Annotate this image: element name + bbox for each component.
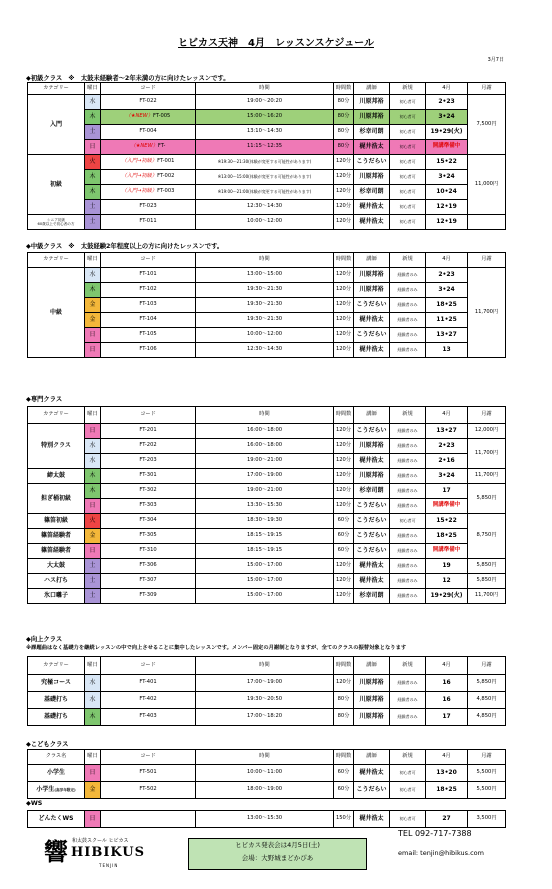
table-row: 氷口囃子 土 FT-309 15:00～17:00 120分 杉幸司朗 経験者のみ 19•29(火) 11,700円 [28, 589, 506, 604]
table-row: 究極コース 水 FT-401 17:00～19:00 120分 川原邦裕 経験者のみ 16 5,850円 [28, 675, 506, 692]
logo-subtitle: 和太鼓スクール ヒビカス [72, 838, 129, 844]
phone-number: TEL 092-717-7388 [398, 829, 472, 838]
table-row: 木 FT-102 19:30～21:30 120分 川原邦裕 経験者のみ 3•24 [28, 283, 506, 298]
table-row: 小学生 日 FT-501 10:00～11:00 60分 梶井浩太 初心者可 13•20 5,500円 [28, 765, 506, 782]
issue-date: 3月7日 [487, 57, 504, 63]
table-row: 担ぎ桶初級 木 FT-302 19:00～21:00 120分 杉幸司朗 経験者のみ 17 5,850円 [28, 484, 506, 499]
ws-table [27, 810, 506, 828]
improve-note: ※課題曲はなく基礎力を継続レッスンの中で向上させることに集中したレッスンです。メンバー固定の月謝制となりますが、全てのクラスの振替対象となります [26, 645, 407, 651]
table-row: 土 FT-004 13:10～14:30 80分 杉幸司朗 初心者可 19•29(火) [28, 125, 506, 140]
table-row: 日 FT-106 12:30～14:30 120分 梶井浩太 経験者のみ 13 [28, 343, 506, 358]
table-row: 特別クラス 日 FT-201 16:00～18:00 120分 こうだらい 経験者のみ 13•27 12,000円 [28, 424, 506, 439]
table-row: 篠笛経験者 日 FT-310 18:15～19:15 60分 こうだらい 経験者のみ 開講準備中 [28, 544, 506, 559]
table-row: 基礎打ち 木 FT-403 17:00～18:20 80分 川原邦裕 経験者のみ 17 4,850円 [28, 709, 506, 726]
table-row: 水 FT-202 16:00～18:00 120分 川原邦裕 経験者のみ 2•23 11,700円 [28, 439, 506, 454]
table-row: 土 FT-023 12:30～14:30 120分 梶井浩太 初心者可 12•19 [28, 200, 506, 215]
table-header: カテゴリー 曜日 コード 時間 時間数 講師 新規 4月 月謝 [28, 253, 506, 268]
special-heading: ◆専門クラス [26, 396, 63, 403]
kids-table [27, 749, 506, 799]
table-row: 基礎打ち 水 FT-402 19:30～20:50 80分 川原邦裕 経験者のみ 16 4,850円 [28, 692, 506, 709]
table-header: クラス名 曜日 コード 時間 時間数 講師 新規 4月 月謝 [28, 750, 506, 765]
table-row: 金 FT-103 19:30～21:30 120分 こうだらい 経験者のみ 18•25 [28, 298, 506, 313]
email-address: email: tenjin@hibikus.com [398, 849, 484, 857]
logo-wordmark: HIBIKUS [71, 845, 145, 860]
table-row: ハス打ち 土 FT-307 15:00～17:00 120分 梶井浩太 経験者のみ 12 5,850円 [28, 574, 506, 589]
special-table [27, 406, 506, 604]
table-row: 木 （入門→初級）FT-002 ※13:00～15:00(体験が変更する可能性があります) 120分 川原邦裕 初心者可 3•24 [28, 170, 506, 185]
ws-heading: ◆WS [26, 800, 43, 807]
table-row: 日 FT-303 13:30～15:30 120分 こうだらい 経験者のみ 開講準備中 [28, 499, 506, 514]
improve-heading: ◆向上クラス [26, 636, 63, 643]
recital-notice: ヒビカス発表会は4月5日(土) 会場：大野城まどかぴあ [188, 838, 367, 870]
table-row: 小学生(高学年限定) 金 FT-502 18:00～19:00 60分 こうだらい 初心者可 18•25 5,500円 [28, 782, 506, 799]
table-row: 木 （入門→初級）FT-003 ※19:00～21:00(体験が変更する可能性があります) 120分 杉幸司朗 初心者可 10•24 [28, 185, 506, 200]
table-header: カテゴリー 曜日 コード 時間 時間数 講師 新規 4月 月謝 [28, 83, 506, 95]
table-row: 金 FT-104 19:30～21:30 120分 梶井浩太 経験者のみ 11•25 [28, 313, 506, 328]
table-row: 木 （★NEW）FT-005 15:00～16:20 80分 川原邦裕 初心者可 3•24 [28, 110, 506, 125]
table-header: カテゴリー 曜日 コード 時間 時間数 講師 新規 4月 月謝 [28, 407, 506, 424]
table-row: 篠笛初級 火 FT-304 18:30～19:30 60分 こうだらい 初心者可 15•22 8,750円 [28, 514, 506, 529]
table-row: 篠笛経験者 金 FT-305 18:15～19:15 60分 こうだらい 経験者のみ 18•25 [28, 529, 506, 544]
table-row: 初級 火 （入門→初級）FT-001 ※19:30～21:30(体験が変更する可能性があります) 120分 こうだらい 初心者可 15•22 11,000円 [28, 155, 506, 170]
table-row: シニア初級 60歳以上で初心者の方 土 FT-011 10:00～12:00 120分 梶井浩太 初心者可 12•19 [28, 215, 506, 230]
table-row: 締太鼓 木 FT-301 17:00～19:00 120分 川原邦裕 経験者のみ 3•24 11,700円 [28, 469, 506, 484]
table-row: どんたくWS 日 13:00～15:30 150分 梶井浩太 初心者可 27 3,500円 [28, 811, 506, 828]
logo-kanji: 響 [44, 837, 68, 866]
intermediate-table [27, 252, 506, 358]
kids-heading: ◆こどもクラス [26, 741, 69, 748]
table-row: 大太鼓 土 FT-306 15:00～17:00 120分 梶井浩太 経験者のみ 19 5,850円 [28, 559, 506, 574]
beginner-table [27, 82, 506, 230]
table-row: 水 FT-203 19:00～21:00 120分 梶井浩太 経験者のみ 2•16 [28, 454, 506, 469]
hibikus-logo [44, 835, 159, 875]
table-row: 入門 水 FT-022 19:00～20:20 80分 川原邦裕 初心者可 2•23 7,500円 [28, 95, 506, 110]
table-row: 中級 水 FT-101 13:00～15:00 120分 川原邦裕 経験者のみ 2•23 11,700円 [28, 268, 506, 283]
intermediate-heading: ◆中級クラス ※ 太鼓経験2年程度以上の方に向けたレッスンです。 [26, 243, 224, 250]
table-row: 日 （★NEW）FT- 11:15～12:35 80分 梶井浩太 初心者可 開講準備中 [28, 140, 506, 155]
table-header: カテゴリー 曜日 コード 時間 時間数 講師 新規 4月 月謝 [28, 657, 506, 675]
table-row: 日 FT-105 10:00～12:00 120分 こうだらい 経験者のみ 13•27 [28, 328, 506, 343]
beginner-heading: ◆初級クラス ※ 太鼓未経験者～2年未満の方に向けたレッスンです。 [26, 75, 230, 82]
page-title: ヒビカス天神 4月 レッスンスケジュール [178, 38, 374, 49]
logo-tenjin: TENJIN [99, 863, 119, 868]
improve-table [27, 656, 506, 726]
